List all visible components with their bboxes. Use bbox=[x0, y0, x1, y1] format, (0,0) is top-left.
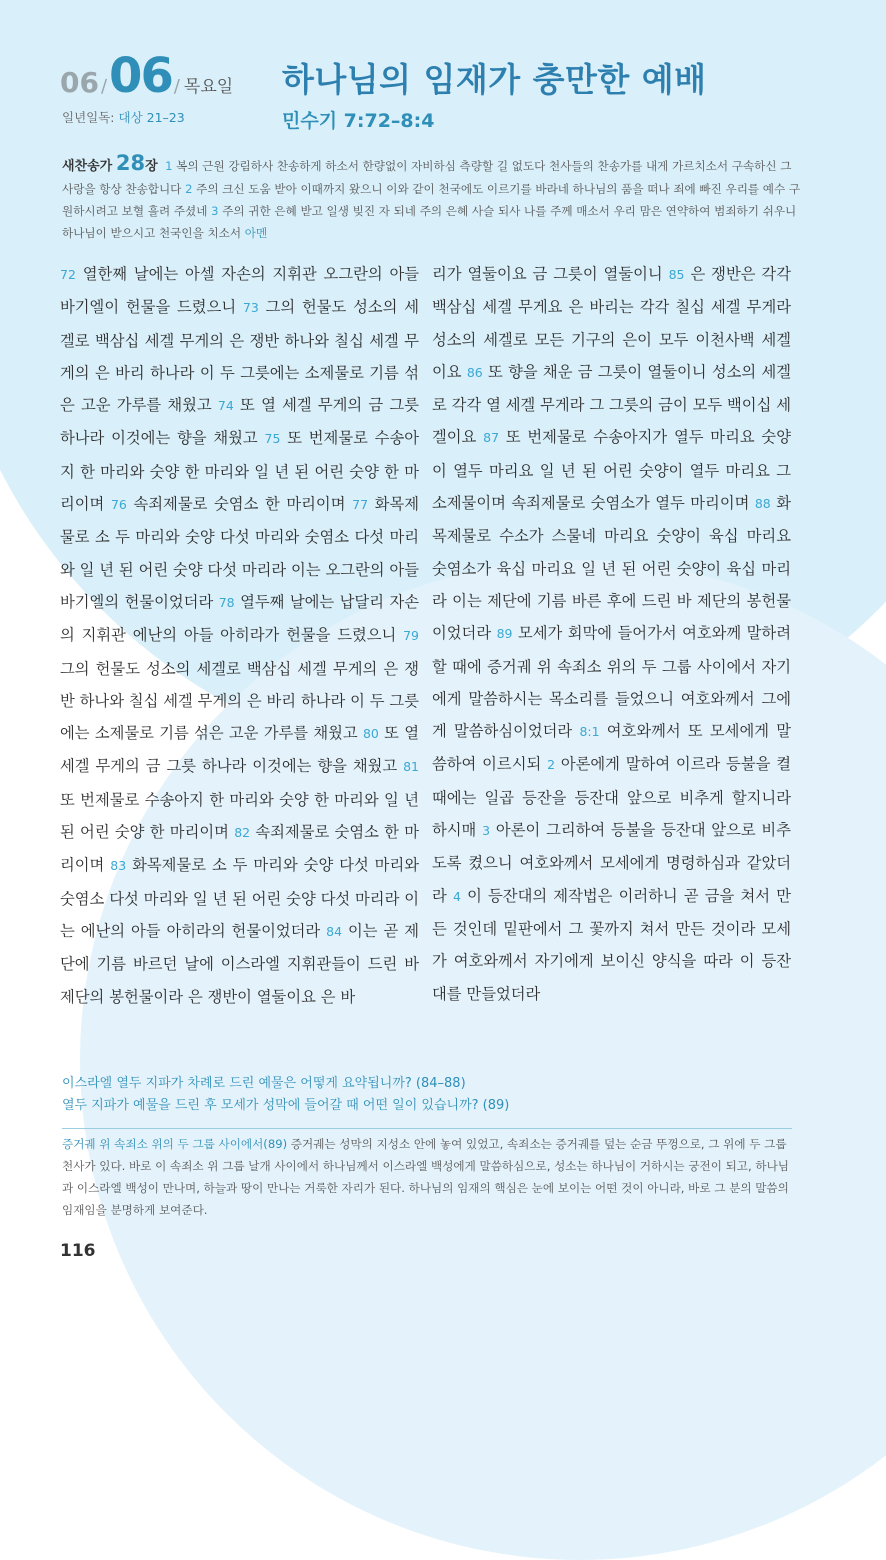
hymn-verse-text: 주의 크신 도움 받아 이때까지 왔으니 이와 같이 천국에도 이르기를 바라네 하나님의 품을 떠나 죄에 빠진 우리를 예수 구원하시려고 보혈 흘려 주셨네 bbox=[62, 182, 801, 218]
hymn-verse-number: 3 bbox=[211, 204, 219, 218]
hymn-verse-number: 2 bbox=[185, 182, 193, 196]
verse-number: 89 bbox=[496, 626, 513, 642]
verse-text: 또 번제물로 수송아지 한 마리와 숫양 한 마리와 일 년 된 어린 숫양 한 마리이며 bbox=[60, 790, 419, 842]
verse-number: 79 bbox=[403, 628, 419, 644]
question-item: 열두 지파가 예물을 드린 후 모세가 성막에 들어갈 때 어떤 일이 있습니까? (89) bbox=[62, 1098, 510, 1113]
verse-text: 아론이 그리하여 등불을 등잔대 앞으로 비추도록 켰으니 여호와께서 모세에게 명령하심과 같았더라 bbox=[432, 821, 791, 905]
verse-number: 74 bbox=[217, 398, 234, 414]
date-separator: / bbox=[173, 76, 180, 97]
verse-text: 또 번제물로 수송아지가 열두 마리요 숫양이 열두 마리요 일 년 된 어린 숫양이 열두 마리요 그 소제물이며 속죄제물로 숫염소가 열두 마리이며 bbox=[432, 428, 791, 513]
verse-number: 88 bbox=[754, 496, 771, 512]
verse-number: 73 bbox=[242, 300, 259, 316]
date-separator: / bbox=[100, 76, 108, 97]
month: 06 bbox=[60, 66, 99, 99]
passage-reference: 민수기 7:72–8:4 bbox=[282, 110, 435, 132]
verse-number: 77 bbox=[352, 497, 369, 513]
verse-text: 그의 헌물도 성소의 세겔로 백삼십 세겔 무게의 은 쟁반 하나와 칠십 세겔 무게의 은 바리 하나라 이 두 그릇에는 소제물로 기름 섞은 고운 가루를 채웠고 bbox=[60, 298, 419, 415]
verse-text: 이는 곧 제단에 기름 바르던 날에 이스라엘 지휘관들이 드린 바 제단의 봉헌물이라 은 쟁반이 열둘이요 은 바 bbox=[60, 921, 419, 1006]
verse-number: 86 bbox=[466, 364, 483, 380]
verse-number: 83 bbox=[110, 858, 127, 874]
verse-number: 72 bbox=[60, 267, 76, 282]
verse-text: 또 향을 채운 금 그릇이 열둘이니 성소의 세겔로 각각 열 세겔 무게라 그 그릇의 금이 모두 백이십 세겔이요 bbox=[432, 362, 791, 447]
reflection-questions bbox=[62, 1073, 509, 1117]
scripture-column-right bbox=[432, 258, 791, 1010]
verse-number: 76 bbox=[110, 497, 127, 513]
date-header bbox=[60, 48, 234, 104]
verse-text: 또 열 세겔 무게의 금 그릇 하나라 이것에는 향을 채웠고 bbox=[60, 724, 419, 776]
verse-text: 속죄제물로 숫염소 한 마리이며 bbox=[60, 823, 419, 875]
hymn-unit: 장 bbox=[145, 159, 158, 174]
hymn-block bbox=[62, 152, 802, 244]
verse-number: 4 bbox=[452, 888, 461, 904]
verse-text: 화목제물로 소 두 마리와 숫양 다섯 마리와 숫염소 다섯 마리와 일 년 된 어린 숫양 다섯 마리라 이는 에난의 아들 아히라의 헌물이었더라 bbox=[60, 856, 419, 940]
question-item: 이스라엘 열두 지파가 차례로 드린 예물은 어떻게 요약됩니까? (84–88) bbox=[62, 1076, 466, 1091]
verse-number: 3 bbox=[482, 823, 491, 839]
verse-number: 82 bbox=[234, 825, 251, 841]
verse-text: 속죄제물로 숫염소 한 마리이며 bbox=[126, 495, 353, 514]
verse-text: 그의 헌물도 성소의 세겔로 백삼십 세겔 무게의 은 쟁반 하나와 칠십 세겔 무게의 은 바리 하나라 이 두 그릇에는 소제물로 기름 섞은 고운 가루를 채웠고 bbox=[60, 659, 419, 743]
verse-text: 열두째 날에는 납달리 자손의 지휘관 에난의 아들 아히라가 헌물을 드렸으니 bbox=[60, 592, 420, 645]
page-number: 116 bbox=[60, 1241, 96, 1261]
day: 06 bbox=[109, 48, 172, 104]
verse-text: 또 열 세겔 무게의 금 그릇 하나라 이것에는 향을 채웠고 bbox=[60, 396, 419, 448]
verse-number: 2 bbox=[547, 757, 556, 773]
hymn-verse-text: 복의 근원 강림하사 찬송하게 하소서 한량없이 자비하심 측량할 길 없도다 천사들의 찬송가를 내게 가르치소서 구속하신 그 사랑을 항상 찬송합니다 bbox=[62, 159, 792, 196]
yearly-reading-label: 일년일독: bbox=[62, 110, 115, 125]
verse-text: 모세가 회막에 들어가서 여호와께 말하려 할 때에 증거궤 위 속죄소 위의 두 그룹 사이에서 자기에게 말씀하시는 목소리를 들었으니 여호와께서 그에게 말씀하심이었더라 bbox=[432, 624, 791, 741]
verse-text: 리가 열둘이요 금 그릇이 열둘이니 bbox=[432, 265, 669, 283]
verse-number: 81 bbox=[403, 759, 419, 775]
verse-number: 78 bbox=[218, 594, 235, 610]
verse-text: 여호와께서 또 모세에게 말씀하여 이르시되 bbox=[432, 722, 791, 774]
verse-number: 87 bbox=[483, 430, 500, 446]
verse-text: 화목제물로 소 두 마리와 숫양 다섯 마리와 숫염소 다섯 마리와 일 년 된 어린 숫양 다섯 마리라 이는 오그란의 아들 바기엘의 헌물이었더라 bbox=[60, 495, 419, 611]
page-title: 하나님의 임재가 충만한 예배 bbox=[282, 60, 707, 99]
divider bbox=[62, 1128, 792, 1129]
yearly-reading-ref: 대상 21–23 bbox=[118, 110, 185, 125]
hymn-number: 28 bbox=[115, 151, 146, 175]
verse-number: 8:1 bbox=[579, 724, 600, 740]
scripture-column-left bbox=[60, 258, 419, 1013]
verse-text: 은 쟁반은 각각 백삼십 세겔 무게요 은 바리는 각각 칠십 세겔 무게라 성소의 세겔로 모든 기구의 은이 모두 이천사백 세겔이요 bbox=[432, 265, 791, 381]
hymn-verse-text: 주의 귀한 은혜 받고 일생 빚진 자 되네 주의 은혜 사슬 되사 나를 주께 매소서 우리 맘은 연약하여 범죄하기 쉬우니 하나님이 받으시고 천국인을 치소서 bbox=[62, 204, 797, 240]
verse-text: 아론에게 말하여 이르라 등불을 켤 때에는 일곱 등잔을 등잔대 앞으로 비추게 할지니라 하시매 bbox=[432, 755, 791, 840]
hymn-label: 새찬송가 bbox=[62, 159, 113, 174]
verse-text: 열한째 날에는 아셀 자손의 지휘관 오그란의 아들 바기엘이 헌물을 드렸으니 bbox=[60, 265, 419, 317]
verse-number: 85 bbox=[668, 267, 685, 282]
verse-text: 또 번제물로 수송아지 한 마리와 숫양 한 마리와 일 년 된 어린 숫양 한 마리이며 bbox=[60, 429, 419, 514]
commentary-note bbox=[62, 1133, 794, 1221]
verse-text: 이 등잔대의 제작법은 이러하니 곧 금을 쳐서 만든 것인데 밑판에서 그 꽃까지 쳐서 만든 것이라 모세가 여호와께서 자기에게 보이신 양식을 따라 이 등잔대를 만들었더라 bbox=[432, 886, 791, 1003]
weekday: 목요일 bbox=[183, 77, 234, 97]
verse-text: 화목제물로 수소가 스물네 마리요 숫양이 육십 마리요 숫염소가 육십 마리요 일 년 된 어린 숫양이 육십 마리라 이는 제단에 기름 바른 후에 드린 바 제단의 봉헌물이었더라 bbox=[432, 494, 792, 643]
verse-number: 84 bbox=[326, 923, 343, 939]
note-text: 증거궤는 성막의 지성소 안에 놓여 있었고, 속죄소는 증거궤를 덮는 순금 뚜껑으로, 그 위에 두 그룹 천사가 있다. 바로 이 속죄소 위 그룹 날개 사이에서 하나님께서 이스라엘 백성에게 말씀하심으로, 성소는 하나님이 거하시는 궁전이 되고, 하나님과 이스라엘 백성이 만나며, 하늘과 땅이 만나는 거룩한 자리가 된다. 하나님의 임재의 핵심은 눈에 보이는 어떤 것이 아니라, 바로 그 분의 말씀의 임재임을 분명하게 보여준다. bbox=[62, 1137, 789, 1217]
verse-number: 75 bbox=[264, 431, 281, 447]
verse-number: 80 bbox=[362, 726, 379, 742]
hymn-verse-number: 1 bbox=[165, 159, 173, 173]
hymn-amen: 아멘 bbox=[244, 226, 268, 240]
yearly-reading bbox=[62, 108, 185, 126]
note-highlight: 증거궤 위 속죄소 위의 두 그룹 사이에서(89) bbox=[62, 1137, 288, 1151]
